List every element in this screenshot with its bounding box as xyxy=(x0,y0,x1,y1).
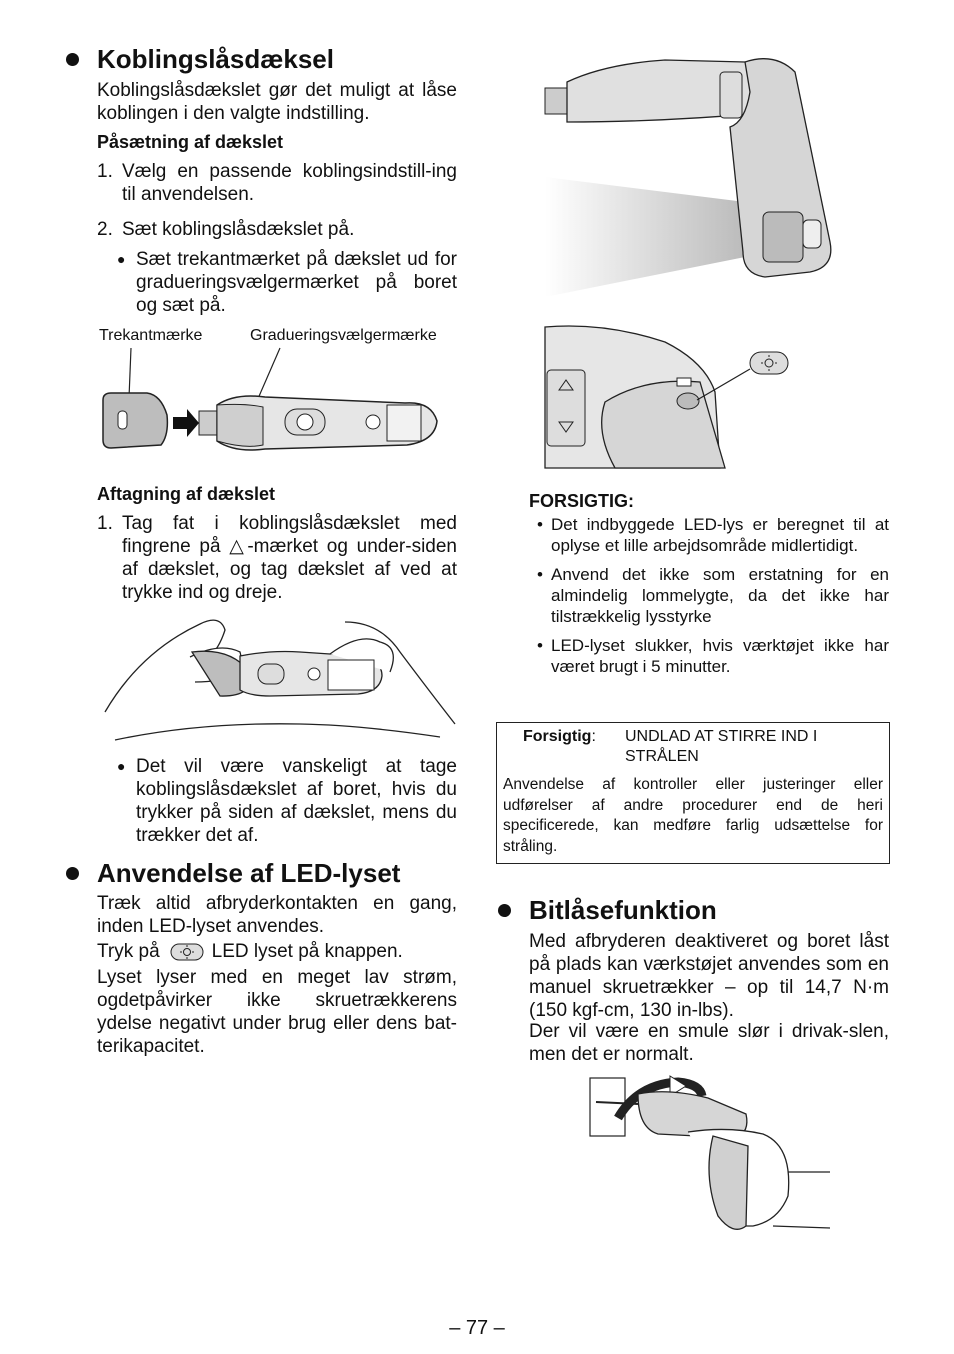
caution-title: FORSIGTIG: xyxy=(529,491,634,511)
bullet-dot-icon: ● xyxy=(117,758,126,774)
drill-light-illustration xyxy=(545,52,845,297)
arrow-right-icon xyxy=(173,409,199,437)
bullet-dot-icon xyxy=(66,53,79,66)
remove-step-1: 1. Tag fat i koblingslåsdækslet med fingrene på △-mærket og under-siden af dækslet, og tag dækslet af ved at trykke ind og dreje. xyxy=(97,513,457,603)
heading-bitlock: Bitlåsefunktion xyxy=(498,895,717,925)
attach-bullet: ● Sæt trekantmærket på dækslet ud for gradueringsvælgermærket på boret og sæt på. xyxy=(117,249,457,316)
attach-step-2: 2. Sæt koblingslåsdækslet på. xyxy=(97,219,355,240)
attach-title: Påsætning af dækslet xyxy=(97,132,284,152)
bullet-dot-icon xyxy=(498,904,511,917)
bitlock-para-2: Der vil være en smule slør i drivak-slen, men det er normalt. xyxy=(529,1021,889,1065)
manual-screwdriver-illustration xyxy=(588,1076,838,1236)
cover-attach-illustration xyxy=(95,345,460,460)
label-scale-mark: Gradueringsvælgermærke xyxy=(250,327,437,344)
caution-item: • LED-lyset slukker, hvis værktøjet ikke har været brugt i 5 minutter. xyxy=(537,636,889,676)
heading-led: Anvendelse af LED-lyset xyxy=(66,858,400,888)
triangle-mark-icon: △ xyxy=(229,536,248,557)
led-para-1: Træk altid afbryderkontakten en gang, inden LED-lyset anvendes. xyxy=(97,893,457,937)
light-button-icon xyxy=(170,942,204,962)
cover-remove-illustration xyxy=(100,612,460,747)
bullet-dot-icon xyxy=(66,867,79,880)
caution-item: • Det indbyggede LED-lys er beregnet til at oplyse et lille arbejdsområde midlertidigt. xyxy=(537,515,889,555)
caution-list xyxy=(537,514,889,677)
warning-box xyxy=(496,722,890,864)
caution-item: • Anvend det ikke som erstatning for en almindelig lommelygte, da det ikke har tilstrækkelig lysstyrke xyxy=(537,565,889,626)
cover-intro: Koblingslåsdækslet gør det muligt at låse koblingen i den valgte indstilling. xyxy=(97,80,457,124)
remove-title: Aftagning af dækslet xyxy=(97,484,276,504)
attach-step-1: 1. Vælg en passende koblingsindstill-ing til anvendelsen. xyxy=(97,161,457,205)
light-button-closeup xyxy=(545,322,795,468)
led-para-2: Lyset lyser med en meget lav strøm, ogdetpåvirker ikke skruetrækkerens ydelse negativt under brug eller dens bat-terikapacitet. xyxy=(97,967,457,1057)
remove-bullet: ● Det vil være vanskeligt at tage koblingslåsdækslet af boret, hvis du trykker på siden af dækslet, mens du trækker det af. xyxy=(117,756,457,846)
page-number: – 77 – xyxy=(449,1317,505,1339)
led-press-line: Tryk på LED lyset på knappen. xyxy=(97,941,403,962)
label-triangle-mark: Trekantmærke xyxy=(99,327,203,344)
bitlock-para-1: Med afbryderen deaktiveret og boret låst på plads kan værkstøjet anvendes som en manuel skruetrækker – op til 14,7 N·m (150 kgf-cm, 130 in-lbs). xyxy=(529,931,889,1021)
bullet-dot-icon: ● xyxy=(117,251,126,267)
warning-body: Anvendelse af kontroller eller justeringer eller udførelser af andre procedurer end de heri specificerede, kan medføre farlig udsættelse for stråling. xyxy=(503,776,883,855)
warning-label: Forsigtig: xyxy=(523,728,596,745)
warning-headline: UNDLAD AT STIRRE IND I STRÅLEN xyxy=(625,728,818,765)
heading-cover: Koblingslåsdæksel xyxy=(66,44,334,74)
